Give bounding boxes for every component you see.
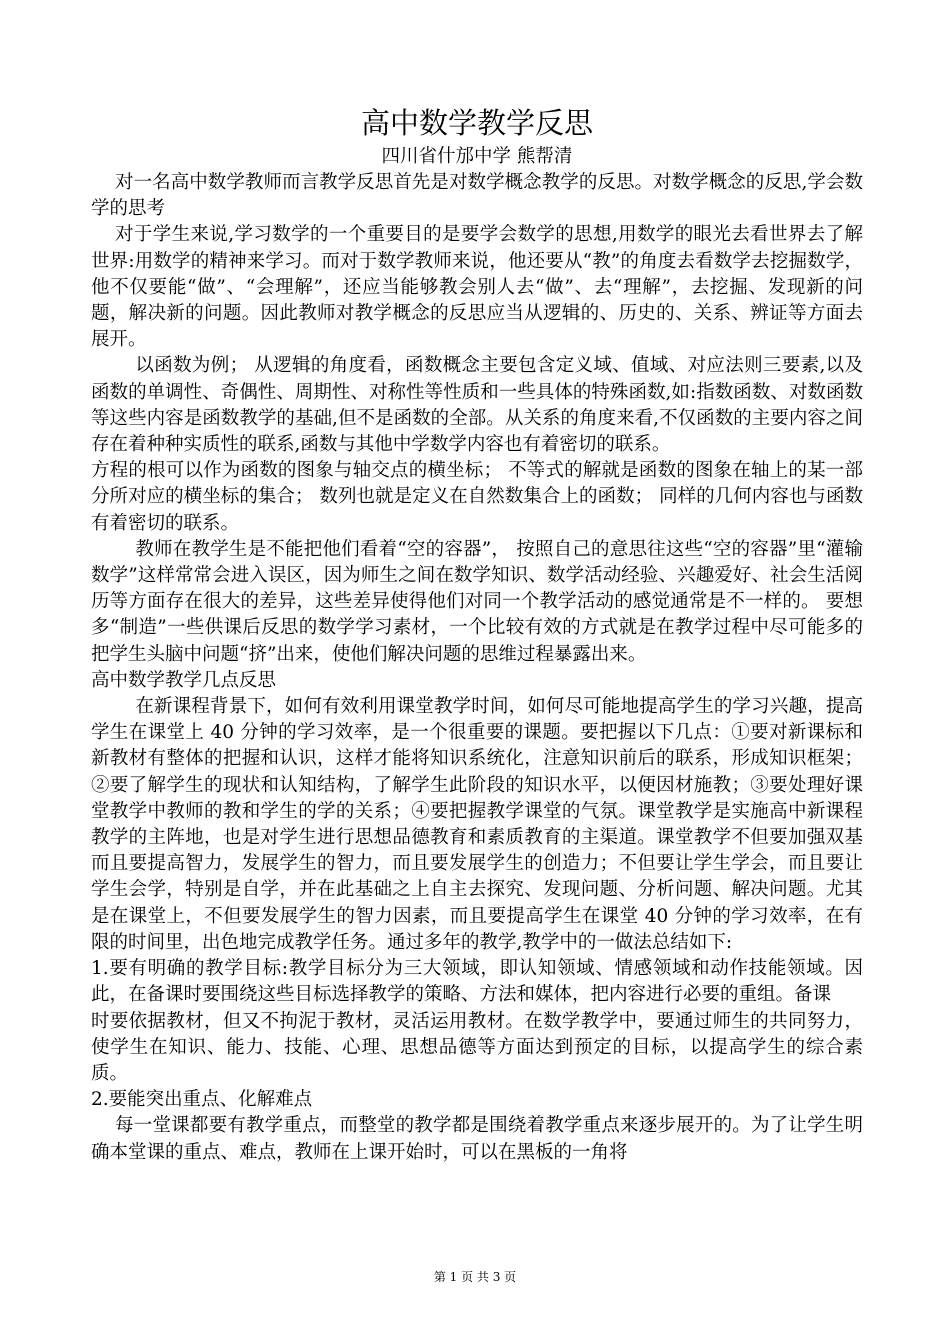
document-title: 高中数学教学反思 <box>360 106 593 140</box>
paragraph: 时要依据教材，但又不拘泥于教材，灵活运用教材。在数学教学中，要通过师生的共同努力，使学生在知识、能力、技能、心理、思想品德等方面达到预定的目标，以提高学生的综合素质。 <box>91 1010 863 1084</box>
list-item: 1.要有明确的教学目标:教学目标分为三大领域，即认知领域、情感领域和动作技能领域。因此，在备课时要围绕这些目标选择教学的策略、方法和媒体，把内容进行必要的重组。备课 <box>91 958 863 1006</box>
paragraph: 以函数为例； 从逻辑的角度看，函数概念主要包含定义域、值域、对应法则三要素,以及函数的单调性、奇偶性、周期性、对称性等性质和一些具体的特殊函数,如:指数函数、对数函数等这些内容是函数教学的基础,但不是函数的全部。从关系的角度来看,不仅函数的主要内容之间存在着种种实质性的联系,函数与其他中学数学内容也有着密切的联系。 <box>91 355 863 456</box>
paragraph: 在新课程背景下，如何有效利用课堂教学时间，如何尽可能地提高学生的学习兴趣，提高学生在课堂上 40 分钟的学习效率，是一个很重要的课题。要把握以下几点：①要对新课标和新教材有整体的把握和认识，这样才能将知识系统化，注意知识前后的联系，形成知识框架；②要了解学生的现状和认知结构，了解学生此阶段的知识水平，以便因材施教；③要处理好课堂教学中教师的教和学生的学的关系；④要把握教学课堂的气氛。课堂教学是实施高中新课程教学的主阵地，也是对学生进行思想品德教育和素质教育的主渠道。课堂教学不但要加强双基而且要提高智力，发展学生的智力，而且要发展学生的创造力；不但要让学生学会，而且要让学生会学，特别是自学，并在此基础之上自主去探究、发现问题、分析问题、解决问题。尤其是在课堂上，不但要发展学生的智力因素，而且要提高学生在课堂 40 分钟的学习效率，在有限的时间里，出色地完成教学任务。通过多年的教学,教学中的一做法总结如下: <box>91 696 863 953</box>
paragraph: 教师在教学生是不能把他们看着“空的容器”， 按照自己的意思往这些“空的容器”里“灌输数学”这样常常会进入误区，因为师生之间在数学知识、数学活动经验、兴趣爱好、社会生活阅历等方面存在很大的差异，这些差异使得他们对同一个教学活动的感觉通常是不一样的。 要想多“制造”一些供课后反思的数学学习素材，一个比较有效的方式就是在教学过程中尽可能多的把学生头脑中问题“挤”出来，使他们解决问题的思维过程暴露出来。 <box>91 538 863 665</box>
paragraph: 方程的根可以作为函数的图象与轴交点的横坐标； 不等式的解就是函数的图象在轴上的某一部分所对应的横坐标的集合； 数列也就是定义在自然数集合上的函数； 同样的几何内容也与函数有着密切的联系。 <box>91 460 863 534</box>
section-heading: 高中数学教学几点反思 <box>91 669 277 691</box>
paragraph: 对于学生来说,学习数学的一个重要目的是要学会数学的思想,用数学的眼光去看世界去了解世界:用数学的精神来学习。而对于数学教师来说，他还要从“教”的角度去看数学去挖掘数学，他不仅要能“做”、“会理解”，还应当能够教会别人去“做”、去“理解”，去挖掘、发现新的问题，解决新的问题。因此教师对教学概念的反思应当从逻辑的、历史的、关系、辨证等方面去展开。 <box>91 224 863 351</box>
document-body <box>91 102 863 1166</box>
paragraph: 每一堂课都要有教学重点，而整堂的教学都是围绕着教学重点来逐步展开的。为了让学生明确本堂课的重点、难点，教师在上课开始时，可以在黑板的一角将 <box>91 1115 863 1163</box>
page-footer: 第 1 页 共 3 页 <box>433 1270 517 1284</box>
author-line: 四川省什邡中学 熊帮清 <box>381 146 573 167</box>
paragraph: 对一名高中数学教师而言教学反思首先是对数学概念教学的反思。对数学概念的反思,学会数学的思考 <box>91 172 863 220</box>
list-item: 2.要能突出重点、化解难点 <box>91 1089 313 1111</box>
